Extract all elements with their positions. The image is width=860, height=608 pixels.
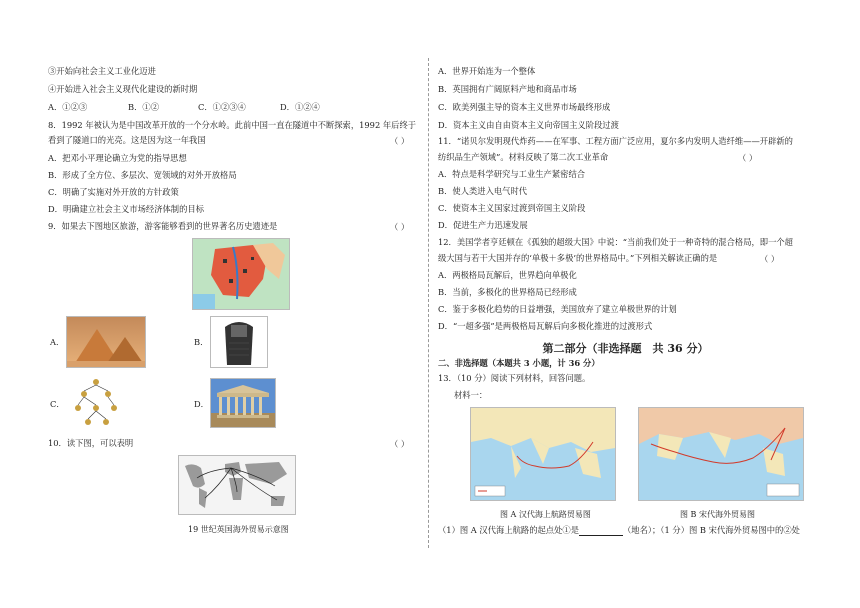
part2-title: 第二部分（非选择题 共 36 分） [542, 342, 709, 355]
section2-heading: 二、非选择题（本题共 3 小题，计 36 分） [438, 358, 600, 368]
q10-option-a: A．世界开始连为一个整体 [438, 66, 536, 76]
pyramids-image [66, 316, 146, 368]
q7-choice-b: B．①② [128, 102, 159, 112]
column-divider [428, 58, 429, 548]
parthenon-image [210, 378, 276, 428]
q12-stem-line2: 级大国与若干大国并存的‘单极＋多极’的世界格局中。”下列相关解读正确的是 [438, 253, 718, 263]
left-column [48, 0, 418, 608]
q11-option-b: B．使人类进入电气时代 [438, 186, 528, 196]
q11-option-a: A．特点是科学研究与工业生产紧密结合 [438, 169, 586, 179]
q12-answer-paren: （ ） [760, 254, 780, 264]
map-a-caption: 图 A 汉代海上航路贸易图 [500, 510, 591, 519]
q13-blank-1[interactable] [579, 527, 623, 536]
q10-answer-paren: （ ） [390, 439, 410, 449]
q8-answer-paren: （ ） [390, 136, 410, 146]
q10-stem: 10．读下图，可以表明 [48, 438, 134, 448]
q9-option-b-label: B． [194, 337, 209, 347]
q8-option-a: A．把邓小平理论确立为党的指导思想 [48, 153, 187, 163]
q9-region-map [192, 238, 290, 310]
q11-stem-line2: 纺织品生产领域”。材料反映了第二次工业革命 [438, 152, 609, 162]
q7-option-4: ④开始进入社会主义现代化建设的新时期 [48, 84, 198, 94]
q7-choice-a: A．①②③ [48, 102, 88, 112]
q13-sub1-part-b: （地名）；（1 分）图 B 宋代海外贸易图中的②处 [623, 525, 800, 535]
map-a-han-maritime-route [470, 407, 616, 501]
q8-stem-line1: 8．1992 年被认为是中国改革开放的一个分水岭。此前中国一直在隧道中不断探索，1992 年后终于 [48, 120, 417, 130]
q10-option-b: B．英国拥有广阔原料产地和商品市场 [438, 84, 577, 94]
q7-option-3: ③开始向社会主义工业化迈进 [48, 66, 156, 76]
q11-option-d: D．促进生产力迅速发展 [438, 220, 528, 230]
map-b-caption: 图 B 宋代海外贸易图 [680, 510, 755, 519]
q8-option-d: D．明确建立社会主义市场经济体制的目标 [48, 204, 204, 214]
right-column [438, 0, 813, 608]
q10-option-d: D．资本主义由自由资本主义向帝国主义阶段过渡 [438, 120, 619, 130]
q12-stem-line1: 12．美国学者亨廷顿在《孤独的超级大国》中说：“当前我们处于一种奇特的混合格局，即一个超 [438, 237, 793, 247]
q8-stem-line2: 看到了隧道口的光亮。这是因为这一年我国 [48, 135, 206, 145]
q8-option-b: B．形成了全方位、多层次、宽领域的对外开放格局 [48, 170, 237, 180]
caste-hierarchy-image [66, 376, 126, 432]
british-trade-map-caption: 19 世纪英国海外贸易示意图 [188, 525, 289, 534]
q7-choice-d: D．①②④ [280, 102, 320, 112]
q13-stem: 13．（10 分）阅读下列材料，回答问题。 [438, 373, 591, 383]
q9-option-c-label: C． [50, 399, 65, 409]
q8-option-c: C．明确了实施对外开放的方针政策 [48, 187, 179, 197]
q11-answer-paren: （ ） [738, 153, 758, 163]
map-b-song-overseas-trade [638, 407, 804, 501]
material1-label: 材料一： [454, 390, 488, 400]
q12-option-c: C．鉴于多极化趋势的日益增强，美国放弃了建立单极世界的计划 [438, 304, 677, 314]
q13-sub1-part-a: （1）图 A 汉代海上航路的起点处①是 [438, 525, 579, 535]
q9-option-d-label: D． [194, 399, 209, 409]
q11-stem-line1: 11．“诺贝尔发明现代炸药——在军事、工程方面广泛应用，夏尔多内发明人造纤维——开辟新的 [438, 136, 793, 146]
q9-option-a-label: A． [50, 337, 65, 347]
q11-option-c: C．使资本主义国家过渡到帝国主义阶段 [438, 203, 586, 213]
british-trade-map [178, 455, 296, 515]
q7-choice-c: C．①②③④ [198, 102, 246, 112]
egypt-map-image [193, 239, 289, 309]
q12-option-b: B．当前，多极化的世界格局已经形成 [438, 287, 577, 297]
q12-option-d: D．“一超多强”是两极格局瓦解后向多极化推进的过渡形式 [438, 321, 653, 331]
q12-option-a: A．两极格局瓦解后，世界趋向单极化 [438, 270, 577, 280]
hammurabi-stele-image [210, 316, 268, 368]
q13-sub1 [438, 525, 800, 536]
q9-answer-paren: （ ） [390, 222, 410, 232]
q9-stem: 9．如果去下图地区旅游，游客能够看到的世界著名历史遗迹是 [48, 221, 278, 231]
q10-option-c: C．欧美列强主导的资本主义世界市场最终形成 [438, 102, 611, 112]
